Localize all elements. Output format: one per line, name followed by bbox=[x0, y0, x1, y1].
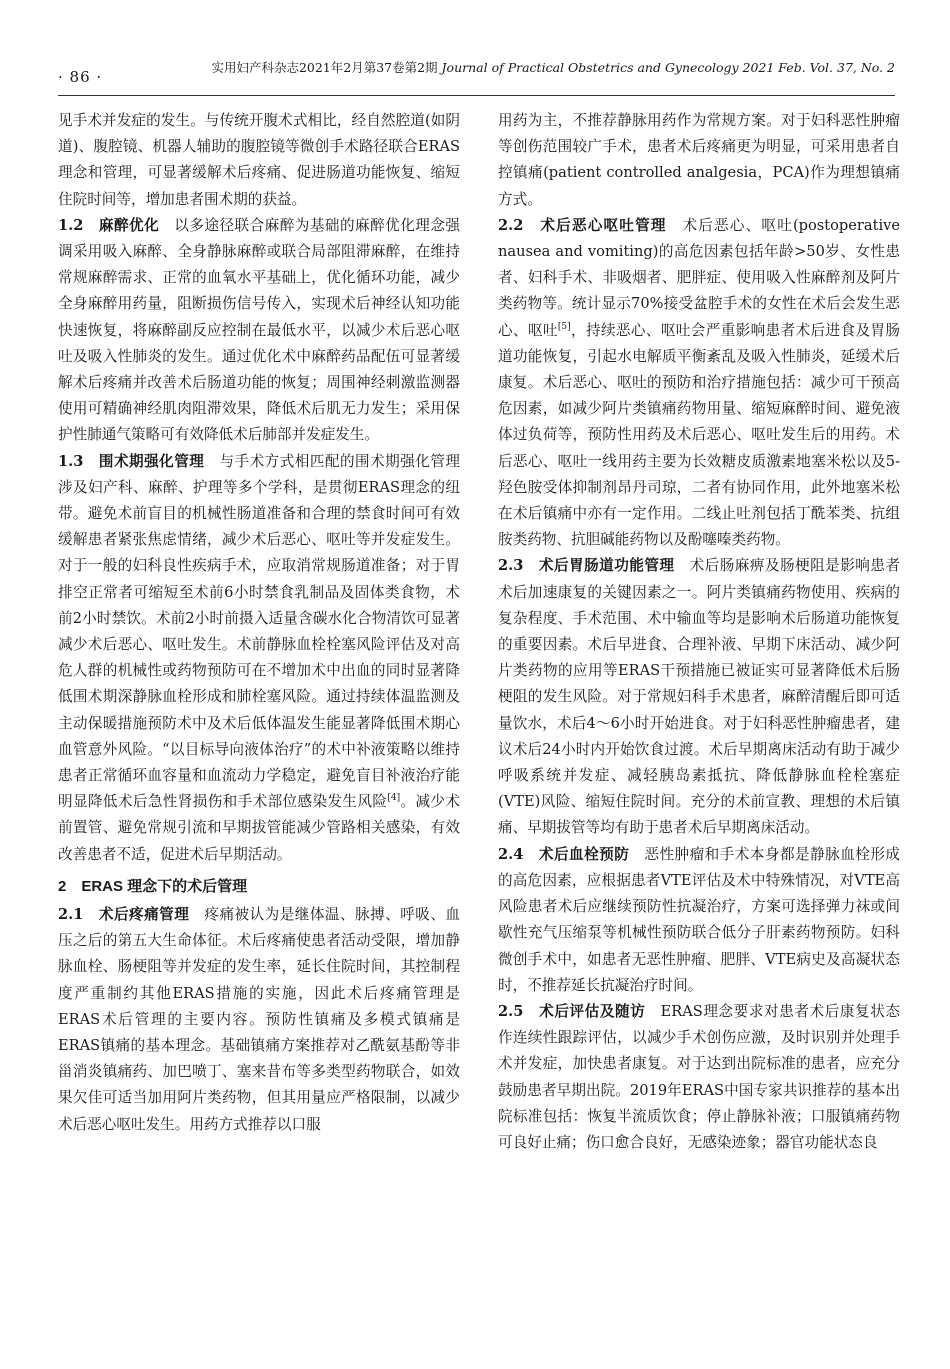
subsection-body: 与手术方式相匹配的围术期强化管理涉及妇产科、麻醉、护理等多个学科，是贯彻ERAS理念的纽带。避免术前盲目的机械性肠道准备和合理的禁食时间可有效缓解患者紧张焦虑情绪，减少术后恶心、呕吐等并发症发生。对于一般的妇科良性疾病手术，应取消常规肠道准备；对于胃排空正常者可缩短至术前6小时禁食乳制品及固体类食物，术前2小时禁饮。术前2小时前摄入适量含碳水化合物清饮可显著减少术后恶心、呕吐发生。术前静脉血栓栓塞风险评估及对高危人群的机械性或药物预防可在不增加术中出血的同时显著降低围术期深静脉血栓形成和肺栓塞风险。通过持续体温监测及主动保暖措施预防术中及术后低体温发生能显著降低围术期心血管意外风险。“以目标导向液体治疗”的术中补液策略以维持患者正常循环血容量和血流动力学稳定，避免盲目补液治疗能明显降低术后急性肾损伤和手术部位感染发生风险 bbox=[58, 452, 460, 811]
section-2-4 bbox=[498, 842, 900, 999]
page-number: · 86 · bbox=[58, 68, 103, 86]
subsection-body: 以多途径联合麻醉为基础的麻醉优化理念强调采用吸入麻醉、全身静脉麻醉或联合局部阻滞麻醉，在维持常规麻醉需求、正常的血氧水平基础上，优化循环功能，减少全身麻醉用药量，阻断损伤信号传入，实现术后神经认知功能快速恢复，将麻醉副反应控制在最低水平，以减少术后恶心呕吐及吸入性肺炎的发生。通过优化术中麻醉药品配伍可显著缓解术后疼痛并改善术后肠道功能的恢复；周围神经刺激监测器使用可精确神经肌肉阻滞效果，降低术后肌无力发生；采用保护性肺通气策略可有效降低术后肺部并发症发生。 bbox=[58, 216, 460, 444]
paragraph: 见手术并发症的发生。与传统开腹术式相比，经自然腔道(如阴道)、腹腔镜、机器人辅助的腹腔镜等微创手术路径联合ERAS理念和管理，可显著缓解术后疼痛、促进肠道功能恢复、缩短住院时间等，增加患者围术期的获益。 bbox=[58, 112, 460, 208]
subsection-body-cont: 。减少术前置管、避免常规引流和早期拔管能减少管路相关感染，有效改善患者不适，促进术后早期活动。 bbox=[58, 793, 460, 863]
subsection-body: ERAS理念要求对患者术后康复状态作连续性跟踪评估，以减少手术创伤应激，及时识别并处理手术并发症，加快患者康复。对于达到出院标准的患者，应充分鼓励患者早期出院。2019年ERAS中国专家共识推荐的基本出院标准包括：恢复半流质饮食；停止静脉补液；口服镇痛药物可良好止痛；伤口愈合良好，无感染迹象；器官功能状态良 bbox=[498, 1002, 901, 1151]
subsection-heading: 2.2 术后恶心呕吐管理 bbox=[498, 216, 667, 234]
left-column bbox=[58, 108, 460, 1138]
section-2-1 bbox=[58, 902, 460, 1138]
header-rule bbox=[58, 95, 895, 96]
section-2-2 bbox=[498, 213, 900, 554]
section-2-3 bbox=[498, 553, 900, 841]
paragraph: 用药为主，不推荐静脉用药作为常规方案。对于妇科恶性肿瘤等创伤范围较广手术，患者术后疼痛更为明显，可采用患者自控镇痛(patient controlled analgesia，PCA)作为理想镇痛方式。 bbox=[498, 112, 900, 208]
subsection-heading: 2.1 术后疼痛管理 bbox=[58, 905, 190, 923]
subsection-body: 术后恶心、呕吐(postoperative nausea and vomiting)的高危因素包括年龄>50岁、女性患者、妇科手术、非吸烟者、肥胖症、使用吸入性麻醉剂及阿片类药物等。统计显示70%接受盆腔手术的女性在术后会发生恶心、呕吐 bbox=[498, 216, 901, 339]
subsection-heading: 2.4 术后血栓预防 bbox=[498, 845, 630, 863]
subsection-body: 疼痛被认为是继体温、脉搏、呼吸、血压之后的第五大生命体征。术后疼痛使患者活动受限，增加静脉血栓、肠梗阻等并发症的发生率，延长住院时间，其控制程度严重制约其他ERAS措施的实施，因此术后疼痛管理是ERAS术后管理的主要内容。预防性镇痛及多模式镇痛是ERAS镇痛的基本理念。基础镇痛方案推荐对乙酰氨基酚等非甾消炎镇痛药、加巴喷丁、塞来昔布等多类型药物联合，如效果欠佳可适当加用阿片类药物，但其用量应严格限制，以减少术后恶心呕吐发生。用药方式推荐以口服 bbox=[58, 905, 460, 1133]
subsection-heading: 2.3 术后胃肠道功能管理 bbox=[498, 557, 675, 575]
citation-ref[interactable]: [5] bbox=[557, 321, 571, 332]
citation-ref[interactable]: [4] bbox=[387, 793, 401, 804]
section-2-5 bbox=[498, 999, 900, 1156]
subsection-body: 术后肠麻痹及肠梗阻是影响患者术后加速康复的关键因素之一。阿片类镇痛药物使用、疾病的复杂程度、手术范围、术中输血等均是影响术后肠道功能恢复的重要因素。术后早进食、合理补液、早期下床活动、减少阿片类药物的应用等ERAS干预措施已被证实可显著降低术后肠梗阻的发生风险。对于常规妇科手术患者，麻醉清醒后即可适量饮水，术后4～6小时开始进食。对于妇科恶性肿瘤患者，建议术后24小时内开始饮食过渡。术后早期离床活动有助于减少呼吸系统并发症、减轻胰岛素抵抗、降低静脉血栓栓塞症(VTE)风险、缩短住院时间。充分的术前宣教、理想的术后镇痛、早期拔管等均有助于患者术后早期离床活动。 bbox=[498, 557, 900, 837]
page-header bbox=[58, 58, 895, 92]
right-column bbox=[498, 108, 900, 1156]
subsection-heading: 2.5 术后评估及随访 bbox=[498, 1002, 646, 1020]
subsection-body-cont: ，持续恶心、呕吐会严重影响患者术后进食及胃肠道功能恢复，引起水电解质平衡紊乱及吸入性肺炎，延缓术后康复。术后恶心、呕吐的预防和治疗措施包括：减少可干预高危因素，如减少阿片类镇痛药物用量、缩短麻醉时间、避免液体过负荷等，预防性用药及术后恶心、呕吐发生后的用药。术后恶心、呕吐一线用药主要为长效糖皮质激素地塞米松以及5-羟色胺受体抑制剂昂丹司琼，二者有协同作用，此外地塞米松在术后镇痛中亦有一定作用。二线止吐剂包括丁酰苯类、抗组胺类药物、抗胆碱能药物以及酚噻嗪类药物。 bbox=[498, 321, 900, 549]
subsection-heading: 1.2 麻醉优化 bbox=[58, 216, 160, 234]
subsection-body: 恶性肿瘤和手术本身都是静脉血栓形成的高危因素，应根据患者VTE评估及术中特殊情况，对VTE高风险患者术后应继续预防性抗凝治疗，方案可选择弹力袜或间歇性充气压缩泵等机械性预防联合低分子肝素药物预防。妇科微创手术中，如患者无恶性肿瘤、肥胖、VTE病史及高凝状态时，不推荐延长抗凝治疗时间。 bbox=[498, 845, 900, 994]
subsection-heading: 1.3 围术期强化管理 bbox=[58, 452, 205, 470]
section-1-2 bbox=[58, 213, 460, 449]
journal-title-en: Journal of Practical Obstetrics and Gynecology 2021 Feb. Vol. 37, No. 2 bbox=[441, 60, 895, 75]
journal-citation bbox=[211, 58, 895, 76]
section-1-3 bbox=[58, 449, 460, 868]
section-2-title: 2 ERAS 理念下的术后管理 bbox=[58, 877, 248, 895]
journal-title-cn: 实用妇产科杂志2021年2月第37卷第2期 bbox=[211, 60, 438, 75]
